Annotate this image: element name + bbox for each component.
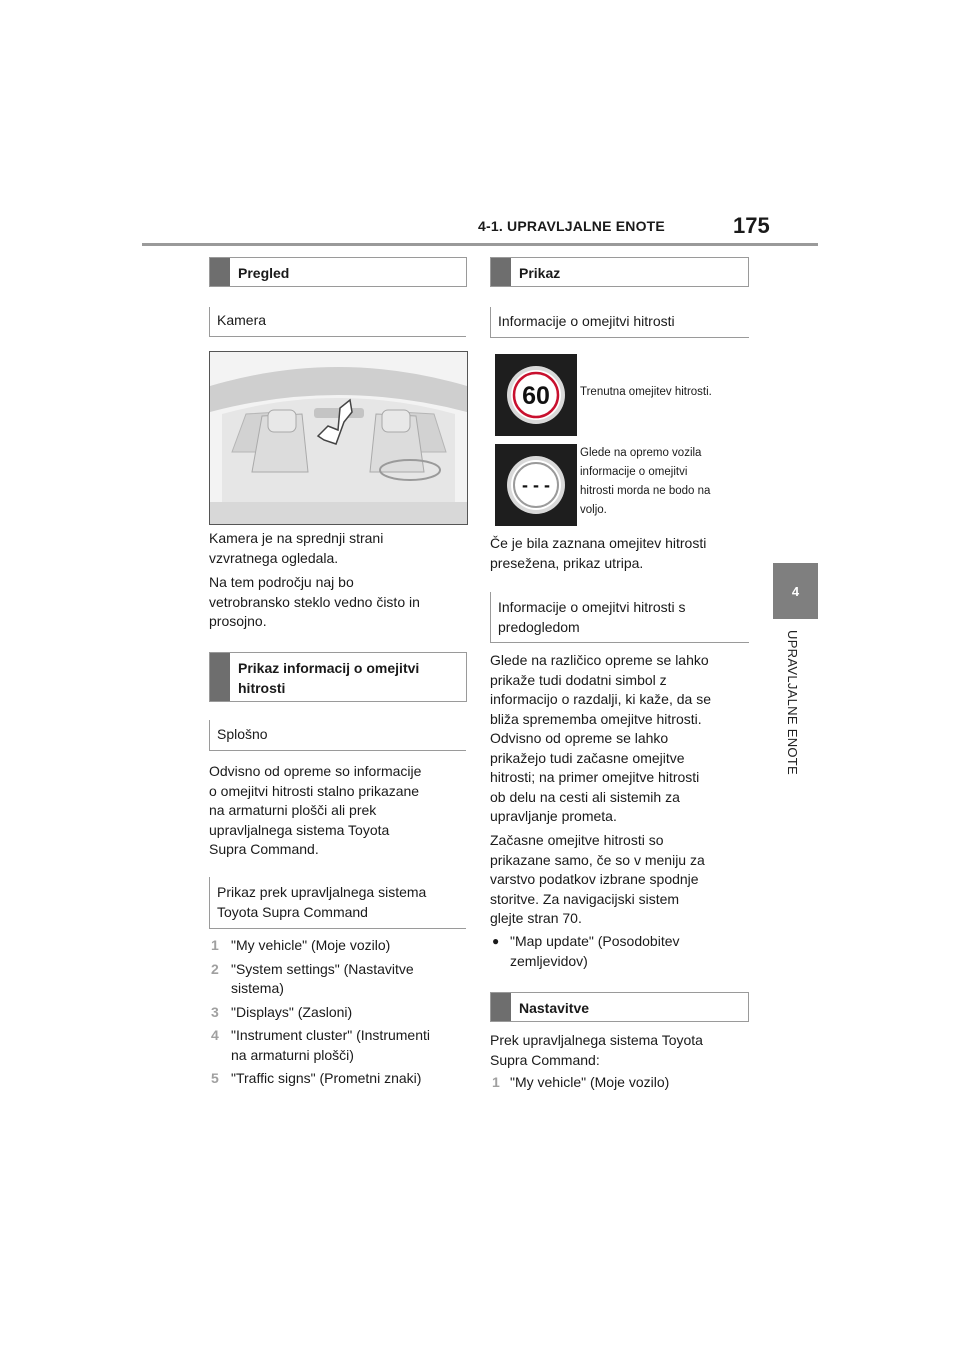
bullet-icon: ● — [492, 934, 500, 948]
caption-current-limit: Trenutna omejitev hitrosti. — [580, 386, 712, 398]
paragraph-exceeded: Če je bila zaznana omejitev hitrosti presežena, prikaz utripa. — [490, 535, 707, 571]
section-header-prikaz-informacij: Prikaz informacij o omejitvi hitrosti — [209, 652, 467, 702]
chapter-title: 4-1. UPRAVLJALNE ENOTE — [478, 218, 665, 234]
sign-value: 60 — [522, 382, 550, 410]
step-item: 1 "My vehicle" (Moje vozilo) — [211, 937, 391, 953]
car-interior-image — [210, 352, 467, 524]
paragraph-zacasne: Začasne omejitve hitrosti so prikazane samo, če so v meniju za varstvo podatkov izbrane spodnje storitve. Za navigacijski sistem glejte stran 70. — [490, 832, 705, 926]
bullet-map-update: ● "Map update" (Posodobitev zemljevidov) — [492, 932, 680, 971]
chapter-tab — [773, 563, 818, 619]
paragraph-predogled: Glede na različico opreme se lahko prikaže tudi dodatni simbol z informacijo o razdalji, ki kaže, da se bliža sprememba omejitve hitrosti. Odvisno od opreme se lahko prikažejo tudi začasne omejitve hitrosti; na primer omejitve hitrosti ob delu na cesti ali sistemih za upravljanje prometa. — [490, 652, 711, 824]
step-item: 3 "Displays" (Zasloni) — [211, 1003, 353, 1020]
paragraph-nastavitve: Prek upravljalnega sistema Toyota Supra Command: — [490, 1032, 703, 1068]
speed-limit-sign-unavailable — [495, 444, 577, 526]
section-header-nastavitve: Nastavitve — [490, 992, 749, 1022]
paragraph-windscreen: Na tem področju naj bo vetrobransko steklo vedno čisto in prosojno. — [209, 574, 420, 629]
subheading-splosno: Splošno — [209, 720, 466, 751]
paragraph-kamera-location: Kamera je na sprednji strani vzvratnega ogledala. — [209, 530, 384, 566]
caption-unavailable: Glede na opremo vozila informacije o omejitvi hitrosti morda ne bodo na voljo. — [580, 447, 711, 516]
step-item: 1 "My vehicle" (Moje vozilo) — [492, 1074, 670, 1090]
section-header-prikaz: Prikaz — [490, 257, 749, 287]
header-rule — [142, 243, 818, 246]
steps-list — [211, 936, 471, 1089]
paragraph-splosno: Odvisno od opreme so informacije o omejitvi hitrosti stalno prikazane na armaturni plošči ali prek upravljalnega sistema Toyota Supra Command. — [209, 763, 422, 857]
step-item: 4 "Instrument cluster" (Instrumenti na armaturni plošči) — [211, 1027, 431, 1063]
section-header-pregled: Pregled — [209, 257, 467, 287]
page-number: 175 — [733, 213, 770, 238]
step-item: 5 "Traffic signs" (Prometni znaki) — [211, 1070, 422, 1086]
camera-illustration — [209, 351, 468, 525]
chapter-tab-number: 4 — [791, 583, 800, 599]
subheading-predogled: Informacije o omejitvi hitrosti s predogledom — [490, 592, 749, 643]
subheading-kamera: Kamera — [209, 307, 466, 337]
sign-value: - - - — [522, 475, 550, 495]
chapter-tab-label: UPRAVLJALNE ENOTE — [785, 630, 800, 776]
subheading-prikaz-prek: Prikaz prek upravljalnega sistema Toyota Supra Command — [209, 877, 466, 929]
step-item: 2 "System settings" (Nastavitve sistema) — [211, 960, 414, 996]
speed-limit-sign-60 — [495, 354, 577, 436]
subheading-informacije: Informacije o omejitvi hitrosti — [490, 307, 749, 338]
